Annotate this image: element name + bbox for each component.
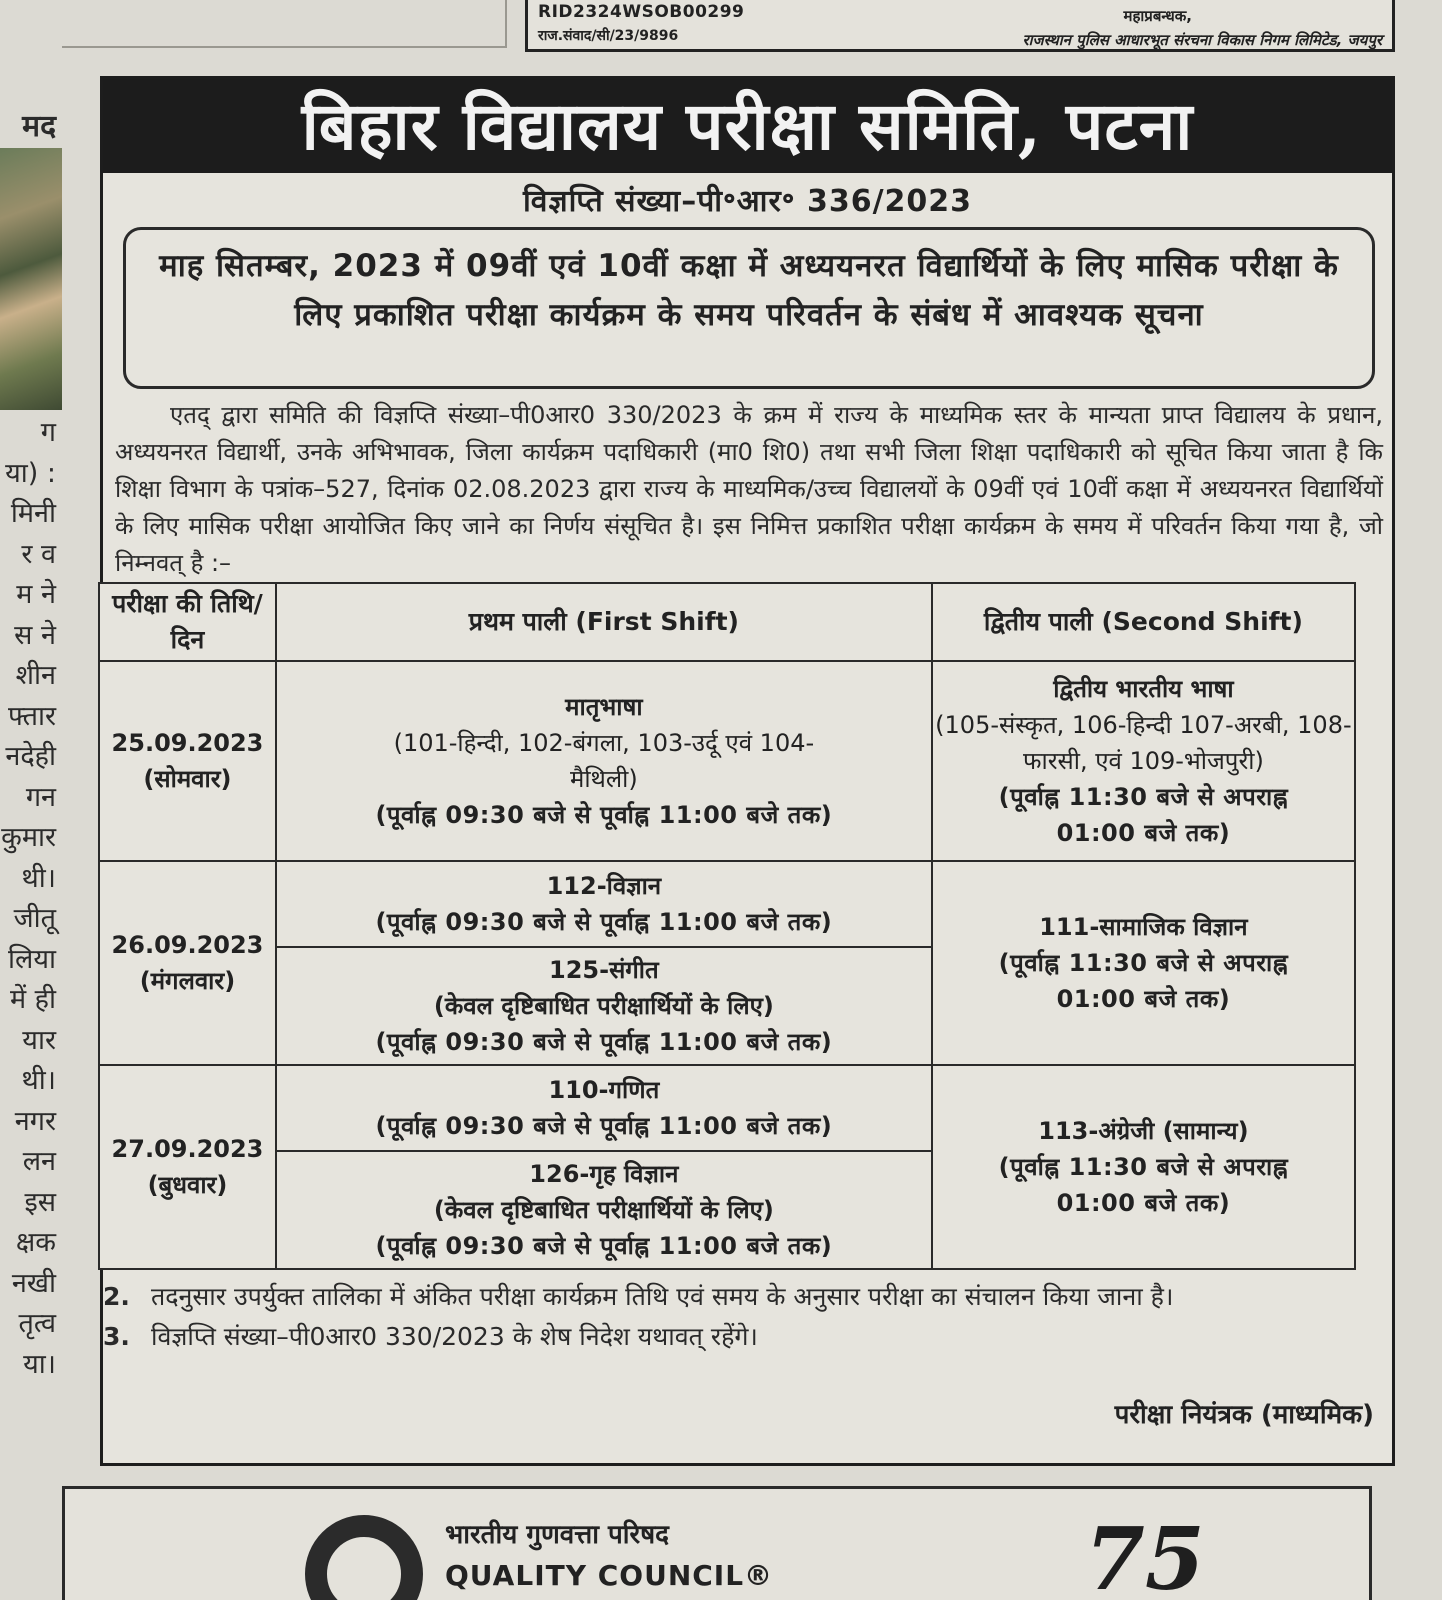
table-row	[99, 1065, 1355, 1151]
first-shift-cell	[276, 947, 932, 1065]
designation: महाप्रबन्धक,	[1123, 7, 1192, 25]
note-number: 2.	[103, 1282, 130, 1311]
second-shift-cell	[932, 1065, 1355, 1269]
side-word: नखी	[11, 1267, 56, 1299]
intro-paragraph: एतद् द्वारा समिति की विज्ञप्ति संख्या–पी0आर0 330/2023 के क्रम में राज्य के माध्यमिक स्तर के मान्यता प्राप्त विद्यालय के प्रधान, अध्ययनरत विद्यार्थी, उनके अभिभावक, जिला कार्यक्रम पदाधिकारी (मा0 शि0) तथा सभी जिला शिक्षा पदाधिकारी को सूचित किया जाता है कि शिक्षा विभाग के पत्रांक–527, दिनांक 02.08.2023 द्वारा राज्य के माध्यमिक/उच्च विद्यालयों के 09वीं एवं 10वीं कक्षा में अध्ययनरत विद्यार्थियों के लिए मासिक परीक्षा आयोजित किए जाने का निर्णय संसूचित है। इस निमित्त प्रकाशित परीक्षा कार्यक्रम के समय में परिवर्तन किया गया है, जो निम्नवत् है :–	[115, 401, 1383, 577]
subject-name: द्वितीय भारतीय भाषा	[1053, 675, 1234, 703]
qci-english-name: QUALITY COUNCIL®	[445, 1559, 774, 1592]
side-word: या) :	[5, 457, 56, 489]
side-word: या।	[23, 1348, 56, 1380]
top-ad-strip	[525, 0, 1395, 52]
subject-detail: (101-हिन्दी, 102-बंगला, 103-उर्दू एवं 104-मैथिली)	[393, 729, 815, 793]
subject-name: 125-संगीत	[549, 956, 659, 984]
side-word: मिनी	[10, 498, 56, 529]
exam-date: 26.09.2023	[111, 931, 264, 959]
subject-box: माह सितम्बर, 2023 में 09वीं एवं 10वीं कक्षा में अध्ययनरत विद्यार्थियों के लिए मासिक परीक्षा के लिए प्रकाशित परीक्षा कार्यक्रम के समय परिवर्तन के संबंध में आवश्यक सूचना	[123, 227, 1375, 389]
table-header-row	[99, 583, 1355, 661]
exam-date: 25.09.2023	[111, 729, 264, 757]
header-second-shift: द्वितीय पाली (Second Shift)	[932, 583, 1355, 661]
date-cell	[99, 1065, 276, 1269]
footer-notes	[103, 1277, 1373, 1357]
exam-schedule-table	[98, 582, 1356, 1270]
note-text: तदनुसार उपर्युक्त तालिका में अंकित परीक्षा कार्यक्रम तिथि एवं समय के अनुसार परीक्षा का संचालन किया जाना है।	[151, 1282, 1174, 1311]
side-word: गन	[25, 781, 56, 813]
side-word: इस	[24, 1186, 56, 1218]
side-word: लन	[22, 1146, 56, 1177]
side-word: फ्तार	[8, 700, 56, 732]
subject-note: (केवल दृष्टिबाधित परीक्षार्थियों के लिए)	[433, 1196, 774, 1224]
table-row	[99, 861, 1355, 947]
side-word: कुमार	[1, 822, 56, 853]
date-cell	[99, 861, 276, 1065]
side-word: शीन	[15, 660, 56, 691]
signatory: परीक्षा नियंत्रक (माध्यमिक)	[1114, 1400, 1374, 1430]
shift-time: (पूर्वाह्न 11:30 बजे से अपराह्न 01:00 बजे तक)	[998, 949, 1289, 1013]
side-word: म ने	[16, 579, 56, 610]
side-word: लिया	[8, 943, 56, 975]
side-photo	[0, 148, 62, 410]
shift-time: (पूर्वाह्न 09:30 बजे से पूर्वाह्न 11:00 बजे तक)	[375, 908, 833, 936]
subject-name: 110-गणित	[548, 1076, 660, 1104]
anniversary-logo: 75	[1085, 1509, 1205, 1600]
note-number: 3.	[103, 1322, 130, 1351]
subject-name: 126-गृह विज्ञान	[529, 1160, 679, 1188]
rid-number: RID2324WSOB00299	[538, 2, 745, 22]
notice-number: विज्ञप्ति संख्या–पी॰आर॰ 336/2023	[522, 184, 973, 219]
subject-note: (केवल दृष्टिबाधित परीक्षार्थियों के लिए)	[433, 992, 774, 1020]
side-word: थी।	[21, 862, 56, 894]
header-date: परीक्षा की तिथि/दिन	[99, 583, 276, 661]
date-cell	[99, 661, 276, 861]
side-word: नदेही	[5, 741, 56, 772]
shift-time: (पूर्वाह्न 11:30 बजे से अपराह्न 01:00 बजे तक)	[998, 783, 1289, 847]
first-shift-cell	[276, 661, 932, 861]
bseb-notice	[100, 76, 1395, 1466]
side-word: ग	[40, 417, 56, 448]
header-first-shift: प्रथम पाली (First Shift)	[276, 583, 932, 661]
bottom-ad	[62, 1486, 1372, 1600]
side-word: क्षक	[15, 1227, 56, 1258]
shift-time: (पूर्वाह्न 09:30 बजे से पूर्वाह्न 11:00 बजे तक)	[375, 1112, 833, 1140]
shift-time: (पूर्वाह्न 09:30 बजे से पूर्वाह्न 11:00 बजे तक)	[375, 1028, 833, 1056]
side-word: नगर	[14, 1105, 56, 1137]
second-shift-cell	[932, 661, 1355, 861]
side-word: मद	[22, 109, 56, 144]
side-word: यार	[22, 1024, 56, 1056]
exam-day: (बुधवार)	[147, 1171, 228, 1199]
subject-detail: (105-संस्कृत, 106-हिन्दी 107-अरबी, 108-फारसी, एवं 109-भोजपुरी)	[935, 711, 1352, 775]
subject-name: 112-विज्ञान	[546, 872, 662, 900]
note-text: विज्ञप्ति संख्या–पी0आर0 330/2023 के शेष निदेश यथावत् रहेंगे।	[151, 1322, 758, 1351]
corporation-name: राजस्थान पुलिस आधारभूत संरचना विकास निगम लिमिटेड, जयपुर	[1022, 31, 1382, 49]
reference-number: राज.संवाद/सी/23/9896	[538, 28, 679, 44]
side-word: स ने	[14, 619, 56, 651]
side-word: र व	[21, 538, 56, 570]
table-row	[99, 661, 1355, 861]
adjacent-news-column	[0, 0, 62, 1440]
first-shift-cell	[276, 1065, 932, 1151]
side-word: में ही	[9, 984, 56, 1015]
masthead-title: बिहार विद्यालय परीक्षा समिति, पटना	[103, 79, 1392, 173]
side-word: तृत्व	[18, 1308, 56, 1339]
first-shift-cell	[276, 861, 932, 947]
exam-date: 27.09.2023	[111, 1135, 264, 1163]
top-left-ad-box	[62, 0, 507, 48]
second-shift-cell	[932, 861, 1355, 1065]
side-word: जीतू	[13, 903, 56, 934]
qci-logo-icon	[305, 1515, 423, 1600]
footer-note-item	[103, 1277, 1373, 1317]
subject-name: मातृभाषा	[565, 693, 643, 721]
side-word: थी।	[21, 1065, 56, 1096]
exam-day: (सोमवार)	[143, 765, 232, 793]
first-shift-cell	[276, 1151, 932, 1269]
subject-name: 113-अंग्रेजी (सामान्य)	[1038, 1117, 1249, 1145]
exam-day: (मंगलवार)	[139, 967, 236, 995]
qci-hindi-name: भारतीय गुणवत्ता परिषद	[445, 1520, 669, 1550]
footer-note-item	[103, 1317, 1373, 1357]
subject-name: 111-सामाजिक विज्ञान	[1039, 913, 1248, 941]
shift-time: (पूर्वाह्न 09:30 बजे से पूर्वाह्न 11:00 बजे तक)	[375, 801, 833, 829]
shift-time: (पूर्वाह्न 11:30 बजे से अपराह्न 01:00 बजे तक)	[998, 1153, 1289, 1217]
shift-time: (पूर्वाह्न 09:30 बजे से पूर्वाह्न 11:00 बजे तक)	[375, 1232, 833, 1260]
